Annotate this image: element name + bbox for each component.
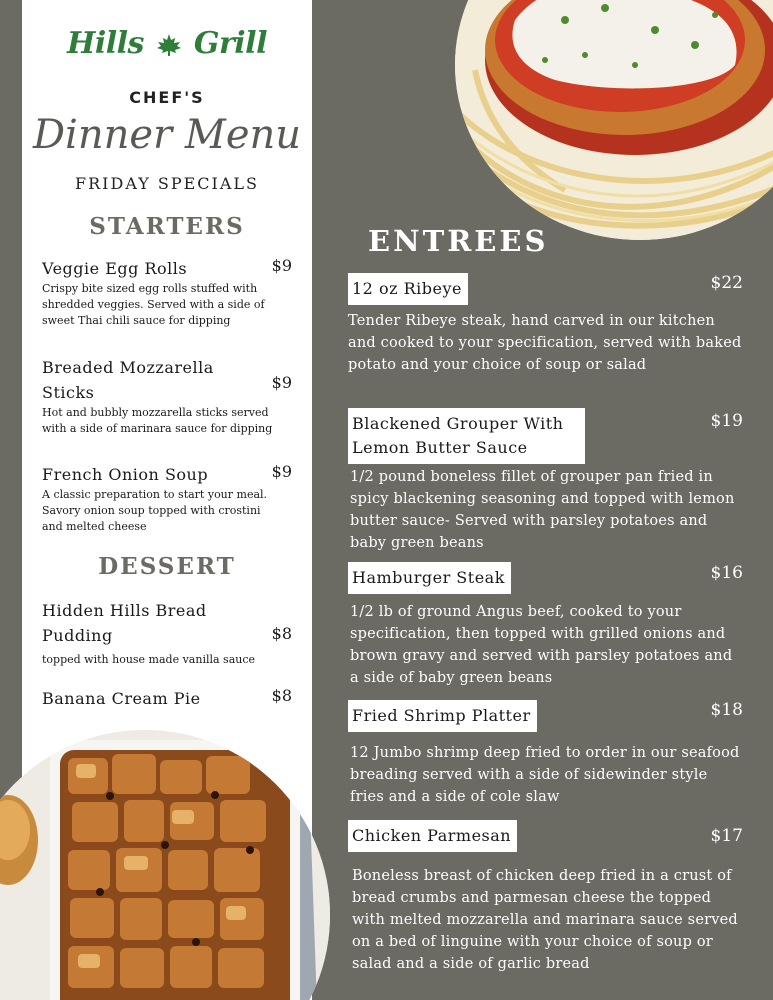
item-price: $9	[271, 256, 292, 275]
entree-price: $16	[710, 563, 743, 583]
entree-name: Chicken Parmesan	[348, 820, 517, 852]
item-name: French Onion Soup	[42, 465, 209, 484]
logo-text-left: Hills	[67, 26, 144, 61]
item-description: topped with house made vanilla sauce	[42, 653, 256, 666]
item-price: $9	[271, 462, 292, 481]
item-description: A classic preparation to start your meal. Savory onion soup topped with crostini and melted cheese	[42, 488, 268, 533]
entree-description: 12 Jumbo shrimp deep fried to order in our seafood breading served with a side of sidewinder style fries and a side of cole slaw	[350, 745, 740, 805]
dessert-item	[42, 598, 292, 668]
chicken-parmesan-illustration	[455, 0, 773, 240]
item-price: $9	[271, 373, 292, 392]
entrees-heading: ENTREES	[368, 224, 549, 258]
item-name: Banana Cream Pie	[42, 689, 201, 708]
entree-price: $17	[710, 826, 743, 846]
starter-item	[42, 462, 292, 535]
item-price: $8	[271, 686, 292, 705]
logo-text-right: Grill	[193, 26, 267, 61]
entree-name: Hamburger Steak	[348, 562, 511, 594]
dessert-heading: DESSERT	[98, 553, 236, 580]
chefs-label: CHEF'S	[129, 88, 205, 107]
page-title: Dinner Menu	[32, 112, 302, 158]
item-name: Hidden Hills Bread Pudding	[42, 601, 207, 645]
item-name: Veggie Egg Rolls	[42, 259, 188, 278]
page-subtitle: FRIDAY SPECIALS	[75, 174, 259, 193]
starters-heading: STARTERS	[89, 213, 245, 240]
entree-name: Blackened Grouper With Lemon Butter Sauce	[348, 408, 585, 464]
item-description: Hot and bubbly mozzarella sticks served with a side of marinara sauce for dipping	[42, 406, 273, 435]
entree-name: 12 oz Ribeye	[348, 273, 468, 305]
dessert-item	[42, 686, 292, 711]
starter-item	[42, 256, 292, 329]
maple-leaf-icon	[156, 33, 182, 57]
starter-item	[42, 355, 292, 437]
entree-description: Tender Ribeye steak, hand carved in our kitchen and cooked to your specification, served with baked potato and your choice of soup or salad	[348, 313, 742, 373]
entree-price: $19	[710, 411, 743, 431]
entree-description: 1/2 pound boneless fillet of grouper pan fried in spicy blackening seasoning and topped with lemon butter sauce- Served with parsley potatoes and baby green beans	[350, 469, 735, 551]
entree-description: 1/2 lb of ground Angus beef, cooked to your specification, then topped with grilled onions and brown gravy and served with parsley potatoes and a side of baby green beans	[350, 604, 733, 686]
item-name: Breaded Mozzarella Sticks	[42, 358, 214, 402]
item-price: $8	[271, 624, 292, 643]
entree-name: Fried Shrimp Platter	[348, 700, 537, 732]
restaurant-logo	[22, 26, 312, 61]
entree-price: $22	[710, 273, 743, 293]
chicken-parmesan-photo	[455, 0, 773, 240]
entree-price: $18	[710, 700, 743, 720]
item-description: Crispy bite sized egg rolls stuffed with shredded veggies. Served with a side of sweet Thai chili sauce for dipping	[42, 282, 265, 327]
entree-description: Boneless breast of chicken deep fried in a crust of bread crumbs and parmesan cheese the topped with melted mozzarella and marinara sauce served on a bed of linguine with your choice of soup or salad and a side of garlic bread	[352, 868, 738, 972]
